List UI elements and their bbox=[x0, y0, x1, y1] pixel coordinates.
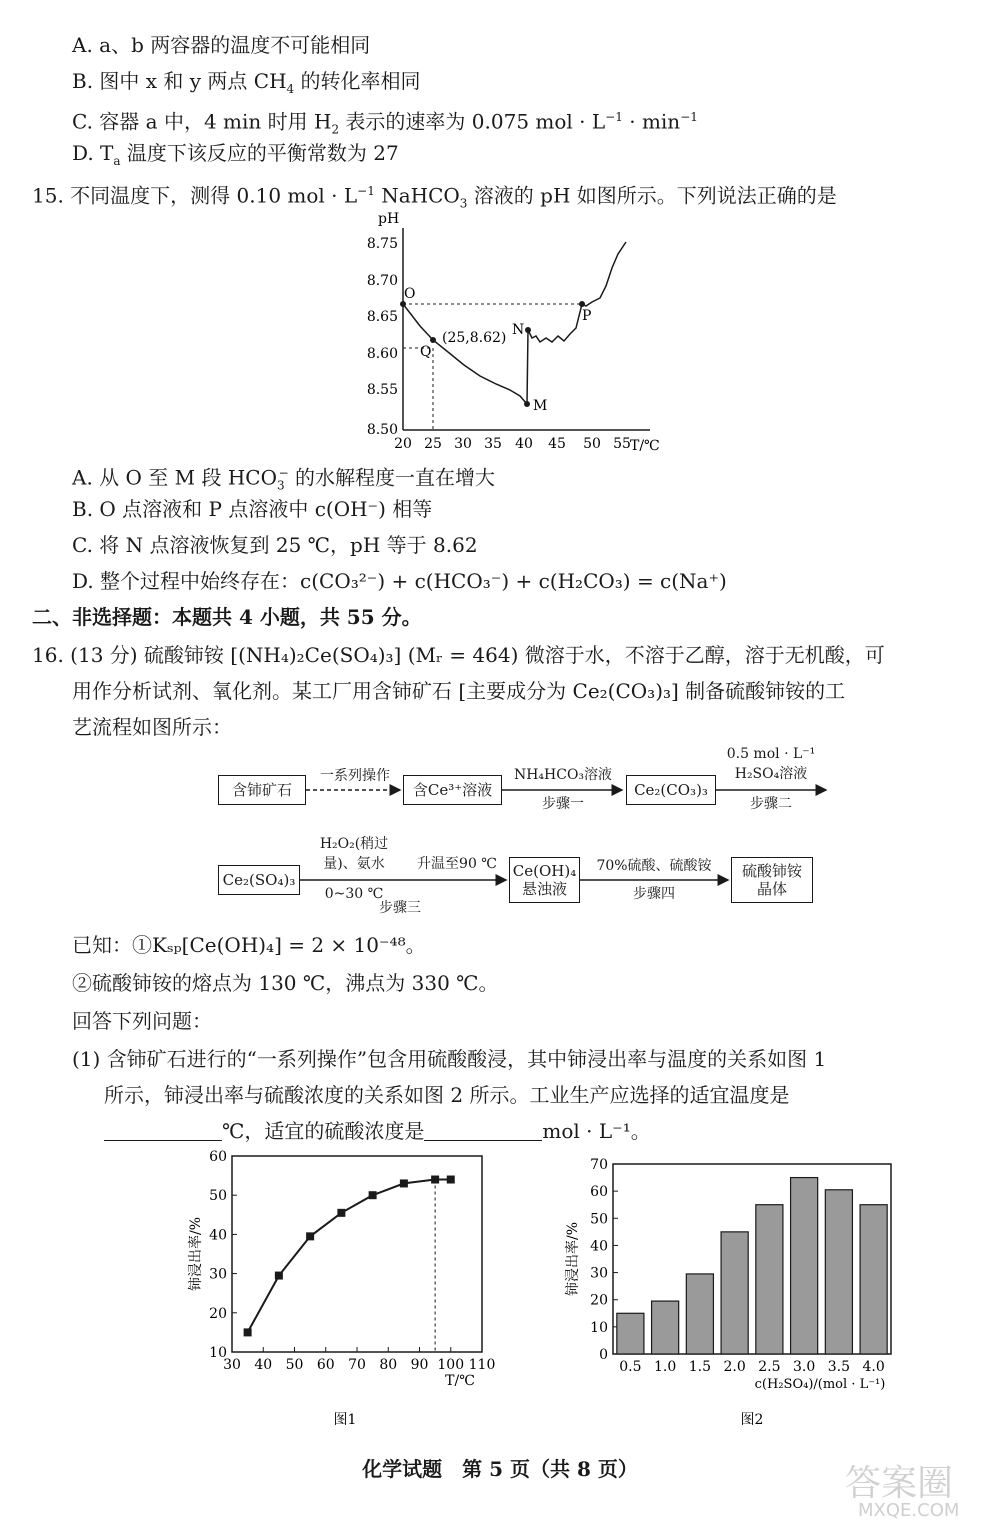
flow-box-ceoh4: Ce(OH)₄ 悬浊液 bbox=[509, 857, 580, 903]
answer-blank-concentration[interactable] bbox=[424, 1120, 542, 1141]
fig1-ytick-label: 30 bbox=[209, 1266, 227, 1283]
fig2-xtick-label: 1.0 bbox=[653, 1359, 677, 1375]
fig2-xtick-label: 3.5 bbox=[827, 1359, 851, 1375]
flow-label-h2so4-conc: 0.5 mol · L⁻¹ bbox=[726, 746, 816, 762]
fig1-xtick-label: 30 bbox=[223, 1357, 241, 1373]
fig1-xlabel: T/℃ bbox=[445, 1373, 475, 1389]
flow-label-h2o2: H₂O₂(稍过 bbox=[319, 836, 389, 852]
fig2-bar bbox=[652, 1301, 679, 1354]
figure-1-chart bbox=[180, 1148, 510, 1438]
point-q-label: Q bbox=[420, 344, 432, 360]
ph-xtick: 50 bbox=[583, 436, 601, 452]
q15-option-b: B. O 点溶液和 P 点溶液中 c(OH⁻) 相等 bbox=[72, 497, 433, 521]
fig1-ytick-label: 40 bbox=[209, 1227, 227, 1244]
q16-known-2: ②硫酸铈铵的熔点为 130 ℃，沸点为 330 ℃。 bbox=[72, 971, 499, 995]
watermark-url: MXQE.COM bbox=[858, 1500, 960, 1521]
ph-ytick: 8.75 bbox=[366, 236, 398, 252]
fig1-series-line bbox=[248, 1180, 451, 1333]
flow-label-ammonia: 量)、氨水 bbox=[323, 856, 385, 872]
ph-ytick: 8.65 bbox=[366, 309, 398, 325]
fig1-data-point bbox=[369, 1191, 377, 1199]
fig2-ytick-label: 10 bbox=[590, 1319, 608, 1336]
fig1-data-point bbox=[244, 1328, 252, 1336]
fig2-xtick-label: 3.0 bbox=[792, 1359, 816, 1375]
fig1-ylabel: 铈浸出率/% bbox=[188, 1216, 204, 1292]
fig1-ytick-label: 20 bbox=[209, 1305, 227, 1322]
fig2-xlabel: c(H₂SO₄)/(mol · L⁻¹) bbox=[754, 1377, 886, 1392]
q16-sub1-line3: ℃，适宜的硫酸浓度是 mol · L⁻¹。 bbox=[104, 1118, 651, 1144]
fig1-data-point bbox=[337, 1209, 345, 1217]
ph-ytick: 8.60 bbox=[366, 346, 398, 362]
ph-xtick: 45 bbox=[548, 436, 566, 452]
ph-ytick: 8.55 bbox=[366, 382, 398, 398]
fig1-ytick-label: 60 bbox=[209, 1149, 227, 1165]
flow-box-ce3-solution: 含Ce³⁺溶液 bbox=[403, 775, 502, 805]
flow-label-operations: 一系列操作 bbox=[320, 768, 390, 784]
watermark-logo: 答案圈 bbox=[845, 1463, 954, 1504]
ph-xtick: 55 bbox=[613, 436, 631, 452]
fig2-bar bbox=[825, 1190, 852, 1354]
flow-box-product: 硫酸铈铵 晶体 bbox=[731, 857, 813, 903]
flow-label-step4: 步骤四 bbox=[633, 886, 675, 902]
ph-ytick: 8.50 bbox=[366, 422, 398, 438]
fig1-caption: 图1 bbox=[333, 1412, 357, 1428]
fig1-xtick-label: 100 bbox=[437, 1357, 465, 1373]
fig2-xtick-label: 4.0 bbox=[862, 1359, 885, 1375]
fig1-xtick-label: 70 bbox=[348, 1357, 366, 1373]
q14-option-c: C. 容器 a 中，4 min 时用 $H_2$ 表示的速率为 0.075 mol · $L^{-1} \cdot \min^{-1}$ bbox=[72, 109, 698, 137]
fig1-xtick-label: 50 bbox=[285, 1357, 304, 1373]
fig1-xtick-label: 90 bbox=[410, 1357, 429, 1373]
point-o-label: O bbox=[404, 286, 416, 302]
fig1-data-point bbox=[431, 1176, 439, 1184]
q16-answer-prompt: 回答下列问题： bbox=[72, 1009, 212, 1033]
q16-sub1-line1: (1) 含铈矿石进行的“一系列操作”包含用硫酸酸浸，其中铈浸出率与温度的关系如图 1 bbox=[72, 1047, 827, 1071]
flow-label-temp-range: 0~30 ℃ bbox=[324, 886, 384, 902]
q16-sub1-line2: 所示，铈浸出率与硫酸浓度的关系如图 2 所示。工业生产应选择的适宜温度是 bbox=[104, 1083, 790, 1107]
q15-option-d: D. 整个过程中始终存在：c(CO₃²⁻) + c(HCO₃⁻) + c(H₂CO₃) = c(Na⁺) bbox=[72, 569, 727, 593]
figure-2-chart bbox=[555, 1150, 900, 1440]
fig1-xtick-label: 40 bbox=[254, 1357, 273, 1373]
fig2-ylabel: 铈浸出率/% bbox=[565, 1221, 581, 1297]
ph-xtick: 25 bbox=[424, 436, 442, 452]
flow-box-ce2so43: Ce₂(SO₄)₃ bbox=[218, 865, 300, 895]
fig2-bar bbox=[791, 1178, 818, 1354]
fig1-xtick-label: 80 bbox=[379, 1357, 398, 1373]
q16-known-1: 已知：①Kₛₚ[Ce(OH)₄] = 2 × 10⁻⁴⁸。 bbox=[72, 933, 426, 957]
fig1-xtick-label: 60 bbox=[316, 1357, 335, 1373]
page-footer: 化学试题 第 5 页（共 8 页） bbox=[362, 1457, 638, 1481]
fig2-bar bbox=[686, 1274, 713, 1354]
flow-label-acid-ammonium: 70%硫酸、硫酸铵 bbox=[596, 858, 712, 874]
fig2-xtick-label: 2.5 bbox=[758, 1359, 781, 1375]
q14-option-a: A. a、b 两容器的温度不可能相同 bbox=[72, 33, 371, 57]
fig2-xtick-label: 1.5 bbox=[688, 1359, 712, 1375]
q14-option-d: D. $T_a$ 温度下该反应的平衡常数为 27 bbox=[72, 141, 399, 168]
fig1-data-point bbox=[447, 1176, 455, 1184]
fig1-data-point bbox=[306, 1232, 314, 1240]
flow-label-step1: 步骤一 bbox=[542, 796, 584, 812]
ph-xtick: 35 bbox=[484, 436, 502, 452]
fig2-ytick-label: 40 bbox=[590, 1238, 608, 1255]
flow-label-step2: 步骤二 bbox=[750, 796, 792, 812]
fig2-xtick-label: 2.0 bbox=[723, 1359, 746, 1375]
ph-xtick: 40 bbox=[515, 436, 533, 452]
q15-stem: 15. 不同温度下，测得 0.10 mol · $L^{-1}$ NaHCO$_3$ 溶液的 pH 如图所示。下列说法正确的是 bbox=[32, 183, 837, 211]
fig2-bar bbox=[721, 1232, 748, 1354]
fig2-bar bbox=[756, 1205, 783, 1354]
ph-xtick: 30 bbox=[454, 436, 472, 452]
flow-label-nh4hco3: NH₄HCO₃溶液 bbox=[513, 767, 613, 783]
ph-ytick: 8.70 bbox=[366, 273, 398, 289]
q15-option-c: C. 将 N 点溶液恢复到 25 ℃，pH 等于 8.62 bbox=[72, 533, 478, 557]
fig2-caption: 图2 bbox=[740, 1412, 764, 1428]
point-q-coord: (25,8.62) bbox=[442, 330, 507, 346]
q16-stem-line3: 艺流程如图所示： bbox=[72, 715, 232, 739]
point-n-label: N bbox=[512, 322, 525, 338]
ph-xlabel: T/℃ bbox=[630, 438, 660, 454]
fig2-ytick-label: 0 bbox=[599, 1347, 608, 1363]
ph-xtick: 20 bbox=[394, 436, 412, 452]
ph-ylabel: pH bbox=[378, 211, 400, 227]
fig1-xtick-label: 110 bbox=[468, 1357, 496, 1373]
fig2-ytick-label: 20 bbox=[590, 1292, 608, 1309]
fig2-bar bbox=[617, 1313, 644, 1354]
fig2-xtick-label: 0.5 bbox=[619, 1359, 642, 1375]
fig1-data-point bbox=[400, 1179, 408, 1187]
fig1-ytick-label: 10 bbox=[209, 1345, 227, 1361]
fig1-data-point bbox=[275, 1272, 283, 1280]
point-m-label: M bbox=[533, 398, 548, 414]
fig2-ytick-label: 50 bbox=[590, 1211, 608, 1228]
q15-option-a: A. 从 O 至 M 段 $HCO_3^-$ 的水解程度一直在增大 bbox=[72, 465, 496, 493]
flow-label-heat-90: 升温至90 ℃ bbox=[417, 856, 497, 872]
fig1-ytick-label: 50 bbox=[209, 1188, 227, 1205]
fig2-bar bbox=[860, 1205, 887, 1354]
fig2-ytick-label: 60 bbox=[590, 1184, 608, 1201]
fig2-ytick-label: 30 bbox=[590, 1265, 608, 1282]
flow-box-ore: 含铈矿石 bbox=[218, 775, 306, 805]
answer-blank-temperature[interactable] bbox=[104, 1120, 222, 1141]
flow-label-step3: 步骤三 bbox=[379, 900, 421, 916]
q14-option-b: B. 图中 x 和 y 两点 $CH_4$ 的转化率相同 bbox=[72, 69, 421, 96]
point-p-label: P bbox=[582, 308, 592, 324]
q16-stem-line2: 用作分析试剂、氧化剂。某工厂用含铈矿石 [主要成分为 Ce₂(CO₃)₃] 制备硫酸铈铵的工 bbox=[72, 679, 846, 703]
section-two-heading: 二、非选择题：本题共 4 小题，共 55 分。 bbox=[32, 605, 422, 629]
fig2-ytick-label: 70 bbox=[590, 1157, 608, 1173]
q16-stem-line1: 16. (13 分) 硫酸铈铵 [(NH₄)₂Ce(SO₄)₃] (Mᵣ = 464) 微溶于水，不溶于乙醇，溶于无机酸，可 bbox=[32, 643, 885, 667]
flow-label-h2so4: H₂SO₄溶液 bbox=[734, 766, 808, 782]
flow-box-ce2co33: Ce₂(CO₃)₃ bbox=[626, 775, 716, 805]
fig1-frame bbox=[232, 1156, 482, 1352]
